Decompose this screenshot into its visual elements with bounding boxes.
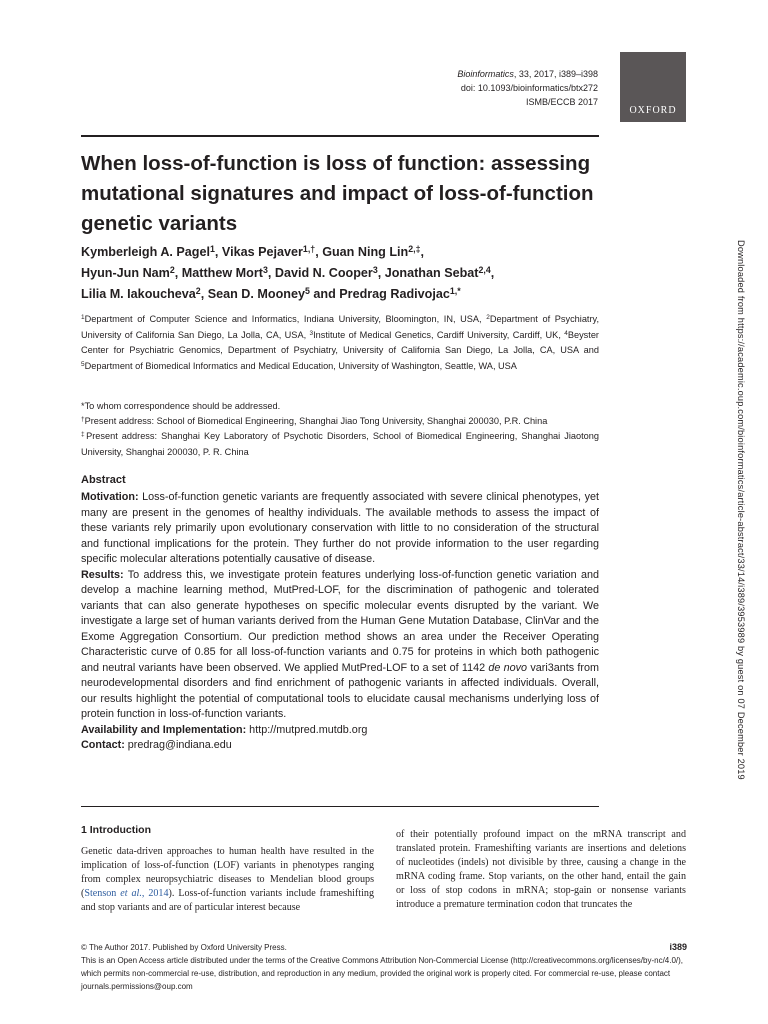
author: Vikas Pejaver$^{1,\dagger}$ (221, 244, 316, 259)
journal-name: Bioinformatics (457, 69, 514, 79)
download-watermark: Downloaded from https://academic.oup.com/bioinformatics/article-abstract/33/14/i389/3953989 by guest on 07 December 2019 (736, 240, 746, 780)
oxford-logo (620, 52, 686, 122)
author: Guan Ning Lin$^{2,\ddagger}$ (322, 244, 421, 259)
availability-link[interactable]: http://mutpred.mutdb.org (246, 723, 368, 736)
journal-doi: doi: 10.1093/bioinformatics/btx272 (460, 83, 598, 93)
oxford-logo-text: OXFORD (629, 105, 677, 116)
author: Sean D. Mooney$^5$ (207, 286, 310, 301)
present-address-note: †Present address: School of Biomedical Engineering, Shanghai Jiao Tong University, Shanghai 200030, P.R. China (81, 416, 548, 427)
abstract-availability: Availability and Implementation: http://mutpred.mutdb.org (81, 723, 368, 736)
author: Jonathan Sebat$^{2,4}$ (384, 265, 491, 280)
abstract-results: Results: To address this, we investigate protein features underlying loss-of-function genetic variation and develop a machine learning method, MutPred-LOF, for the discrimination of pathogenic and tolerated variants that can also generate hypotheses on specific molecular events disrupted by the variant. We investigate a large set of human variants derived from the Human Gene Mutation Database, ClinVar and the Exome Aggregation Consortium. Our prediction method shows an area under the Receiver Operating Characteristic curve of 0.85 for all loss-of-function variants and 0.75 for proteins in which both pathogenic and neutral variants have been observed. We applied MutPred-LOF to a set of 1142 de novo vari3ants from neurodevelopmental disorders and find enrichment of pathogenic variants in affected individuals. Overall, our results highlight the potential of computational tools to elucidate causal mechanisms underlying loss of protein function in loss-of-function variants. (81, 568, 600, 720)
author: Predrag Radivojac$^{1,*}$ (339, 286, 461, 301)
body-paragraph: of their potentially profound impact on the mRNA transcript and translated protein. Frameshifting variants are insertions and deletions of nucleotides (indels) not divisible by three, causing a change in the mRNA coding frame. Stop variants, on the other hand, entail the gain or loss of stop codons in mRNA; stop-gain or nonsense variants introduce a premature termination codon that truncates the (396, 829, 686, 910)
header-divider (81, 135, 599, 137)
author-list: Kymberleigh A. Pagel$^1$, Vikas Pejaver$^{1,\dagger}$, Guan Ning Lin$^{2,\ddagger}$, Hyun-Jun Nam$^2$, Matthew Mort$^3$, David N. Cooper$^3$, Jonathan Sebat$^{2,4}$, Lilia M. Iakoucheva$^2$, Sean D. Mooney$^5$ and Predrag Radivojac$^{1,*}$ (81, 244, 495, 301)
author: Matthew Mort$^3$ (181, 265, 268, 280)
section-heading-introduction: 1 Introduction (81, 824, 151, 836)
journal-info (338, 67, 598, 109)
author: Hyun-Jun Nam$^2$ (81, 265, 175, 280)
abstract-motivation: Motivation: Loss-of-function genetic variants are frequently associated with severe clinical phenotypes, yet many are present in the genomes of healthy individuals. The available methods to assess the impact of these variants rely primarily upon evolutionary conservation with little to no consideration of the structural and functional implications for the protein. They further do not provide information to the user regarding specific molecular alterations potentially causative of disease. (81, 491, 599, 565)
present-address-note: ‡Present address: Shanghai Key Laboratory of Psychotic Disorders, School of Biomedical Engineering, Shanghai Jiaotong University, Shanghai 200030, P. R. China (81, 431, 599, 457)
journal-citation-rest: , 33, 2017, i389–i398 (513, 69, 598, 79)
contact-email-link[interactable]: predrag@indiana.edu (124, 739, 232, 751)
abstract-body (81, 490, 599, 754)
page-number: i389 (669, 942, 687, 952)
body-column-right (396, 828, 686, 912)
author: David N. Cooper$^3$ (274, 265, 378, 280)
body-paragraph: Genetic data-driven approaches to human health have resulted in the implication of loss-of-function (LOF) variants in phenotypes ranging from complex neuropsychiatric diseases to Mendelian blood groups (Stenson et al., 2014). Loss-of-function variants include frameshifting and stop variants and are of particular interest because (81, 846, 374, 913)
paper-title: When loss-of-function is loss of function: assessing mutational signatures and impact of loss-of-function genetic variants (81, 152, 594, 235)
author: Lilia M. Iakoucheva$^2$ (81, 286, 201, 301)
page-footer (81, 941, 687, 993)
body-column-left (81, 823, 374, 915)
correspondence-note: *To whom correspondence should be addressed. (81, 401, 281, 411)
citation-link[interactable]: Stenson et al., 2014 (84, 888, 169, 899)
author: Kymberleigh A. Pagel$^1$ (81, 244, 215, 259)
license-notice: This is an Open Access article distributed under the terms of the Creative Commons Attribution Non-Commercial License (http://creativecommons.org/licenses/by-nc/4.0/), which permits non-commercial re-use, distribution, and reproduction in any medium, provided the original work is properly cited. For commercial re-use, please contact journals.permissions@oup.com (81, 956, 684, 991)
abstract-contact: Contact: predrag@indiana.edu (81, 739, 232, 751)
author-notes (81, 399, 599, 460)
abstract-heading: Abstract (81, 474, 126, 486)
journal-citation (338, 67, 598, 81)
abstract-divider (81, 806, 599, 807)
affiliations (81, 312, 599, 374)
affiliation-text: $^1$Department of Computer Science and Informatics, Indiana University, Bloomington, IN, USA, $^2$Department of Psychiatry, University of California San Diego, La Jolla, CA, USA, $^3$Institute of Medical Genetics, Cardiff University, Cardiff, UK, $^4$Beyster Center for Psychiatric Genomics, Department of Psychiatry, University of California San Diego, La Jolla, CA, USA and $^5$Department of Biomedical Informatics and Medical Education, University of Washington, Seattle, WA, USA (81, 314, 600, 371)
journal-conference: ISMB/ECCB 2017 (525, 97, 598, 107)
copyright-notice: © The Author 2017. Published by Oxford University Press. (81, 943, 287, 952)
